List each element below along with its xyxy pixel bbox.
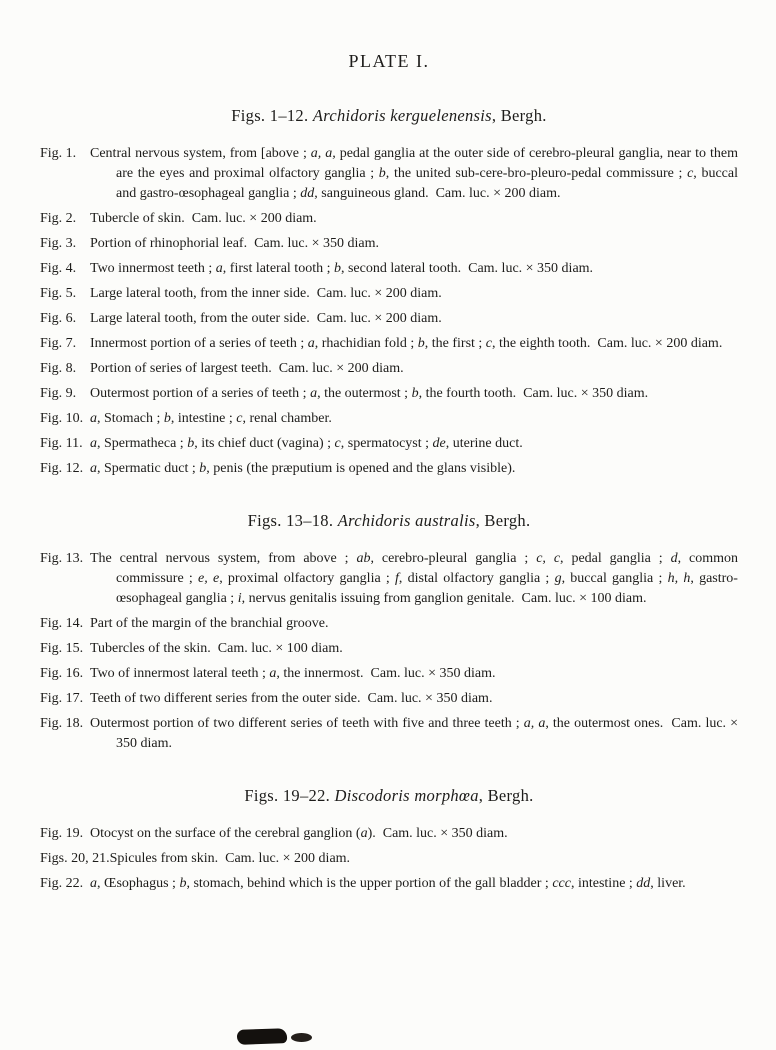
figure-entry [40,689,738,709]
section-heading-suffix: , Bergh. [475,511,531,530]
figure-list [40,549,738,754]
figure-description: Otocyst on the surface of the cerebral ganglion (a). Cam. luc. × 350 diam. [90,826,508,841]
section-heading-prefix: Figs. 1–12. [231,106,313,125]
figure-label: Fig. 5. [40,286,77,301]
figure-label: Fig. 11. [40,436,83,451]
figure-description: a, Œsophagus ; b, stomach, behind which is the upper portion of the gall bladder ; ccc, intestine ; dd, liver. [90,876,686,891]
figure-label: Fig. 18. [40,716,84,731]
figure-entry [40,434,738,454]
figure-label: Fig. 9. [40,386,77,401]
figure-description: Two of innermost lateral teeth ; a, the innermost. Cam. luc. × 350 diam. [90,666,496,681]
figure-label: Fig. 19. [40,826,84,841]
section-heading-prefix: Figs. 19–22. [244,786,335,805]
figure-entry [40,614,738,634]
figure-label: Fig. 22. [40,876,84,891]
figure-description: Large lateral tooth, from the inner side. Cam. luc. × 200 diam. [90,286,442,301]
figure-entry [40,824,738,844]
figure-description: Teeth of two different series from the outer side. Cam. luc. × 350 diam. [90,691,493,706]
figure-entry [40,874,738,894]
figure-description: Central nervous system, from [above ; a, a, pedal ganglia at the outer side of cerebro-pleural ganglia, near to them are the eyes and proximal olfactory ganglia ; b, the united sub-cere-bro-pleuro-pedal commissure ; c, buccal and gastro-œsophageal ganglia ; dd, sanguineous gland. Cam. luc. × 200 diam. [90,146,738,201]
figure-label: Fig. 14. [40,616,84,631]
figure-description: Portion of rhinophorial leaf. Cam. luc. × 350 diam. [90,236,380,251]
figure-entry [40,259,738,279]
plate-title: PLATE I. [348,51,430,71]
figure-entry [40,714,738,754]
section-heading-prefix: Figs. 13–18. [247,511,338,530]
figure-label: Fig. 4. [40,261,77,276]
figure-label: Figs. 20, 21. [40,851,110,866]
figure-description: Innermost portion of a series of teeth ; a, rhachidian fold ; b, the first ; c, the eighth tooth. Cam. luc. × 200 diam. [90,336,723,351]
figure-label: Fig. 13. [40,551,84,566]
section-heading-species: Archidoris australis [337,511,476,530]
sections-container [40,104,738,894]
figure-description: Tubercle of skin. Cam. luc. × 200 diam. [90,211,317,226]
figure-entry [40,209,738,229]
figure-section [40,509,738,754]
scan-artifact-mark-small [291,1033,312,1042]
figure-description: a, Spermatheca ; b, its chief duct (vagina) ; c, spermatocyst ; de, uterine duct. [90,436,523,451]
figure-description: Outermost portion of two different series of teeth with five and three teeth ; a, a, the outermost ones. Cam. luc. × 350 diam. [90,716,739,751]
figure-entry [40,459,738,479]
figure-entry [40,549,738,609]
figure-description: a, Stomach ; b, intestine ; c, renal chamber. [90,411,332,426]
figure-description: Tubercles of the skin. Cam. luc. × 100 diam. [90,641,343,656]
figure-list [40,824,738,894]
figure-entry [40,359,738,379]
figure-label: Fig. 2. [40,211,77,226]
figure-entry [40,234,738,254]
figure-entry [40,384,738,404]
figure-entry [40,664,738,684]
figure-entry [40,284,738,304]
section-heading-species: Archidoris kerguelenensis [312,106,492,125]
figure-label: Fig. 1. [40,146,77,161]
figure-description: The central nervous system, from above ; ab, cerebro-pleural ganglia ; c, c, pedal ganglia ; d, common commissure ; e, e, proximal olfactory ganglia ; f, distal olfactory ganglia ; g, buccal ganglia ; h, h, gastro-œsophageal ganglia ; i, nervus genitalis issuing from ganglion genitale. Cam. luc. × 100 diam. [90,551,739,606]
figure-section [40,104,738,479]
section-heading [40,509,738,533]
figure-description: Portion of series of largest teeth. Cam. luc. × 200 diam. [90,361,404,376]
figure-description: Part of the margin of the branchial groove. [90,616,329,631]
figure-label: Fig. 6. [40,311,77,326]
figure-entry [40,409,738,429]
figure-list [40,144,738,479]
section-heading-suffix: , Bergh. [478,786,534,805]
figure-description: Two innermost teeth ; a, first lateral tooth ; b, second lateral tooth. Cam. luc. × 350 diam. [90,261,594,276]
figure-section [40,784,738,894]
figure-label: Fig. 7. [40,336,77,351]
figure-entry [40,144,738,204]
figure-description: Spicules from skin. Cam. luc. × 200 diam. [109,851,351,866]
section-heading [40,104,738,128]
section-heading [40,784,738,808]
figure-label: Fig. 15. [40,641,84,656]
scan-artifact-mark [237,1028,287,1045]
section-heading-suffix: , Bergh. [491,106,547,125]
figure-label: Fig. 16. [40,666,84,681]
figure-label: Fig. 12. [40,461,84,476]
figure-entry [40,334,738,354]
figure-entry [40,309,738,329]
section-heading-species: Discodoris morphœa [334,786,479,805]
figure-label: Fig. 8. [40,361,77,376]
figure-label: Fig. 3. [40,236,77,251]
figure-description: a, Spermatic duct ; b, penis (the præputium is opened and the glans visible). [90,461,516,476]
figure-label: Fig. 17. [40,691,84,706]
figure-description: Large lateral tooth, from the outer side. Cam. luc. × 200 diam. [90,311,442,326]
figure-description: Outermost portion of a series of teeth ; a, the outermost ; b, the fourth tooth. Cam. luc. × 350 diam. [90,386,649,401]
figure-entry [40,639,738,659]
figure-entry [40,849,738,869]
figure-label: Fig. 10. [40,411,84,426]
